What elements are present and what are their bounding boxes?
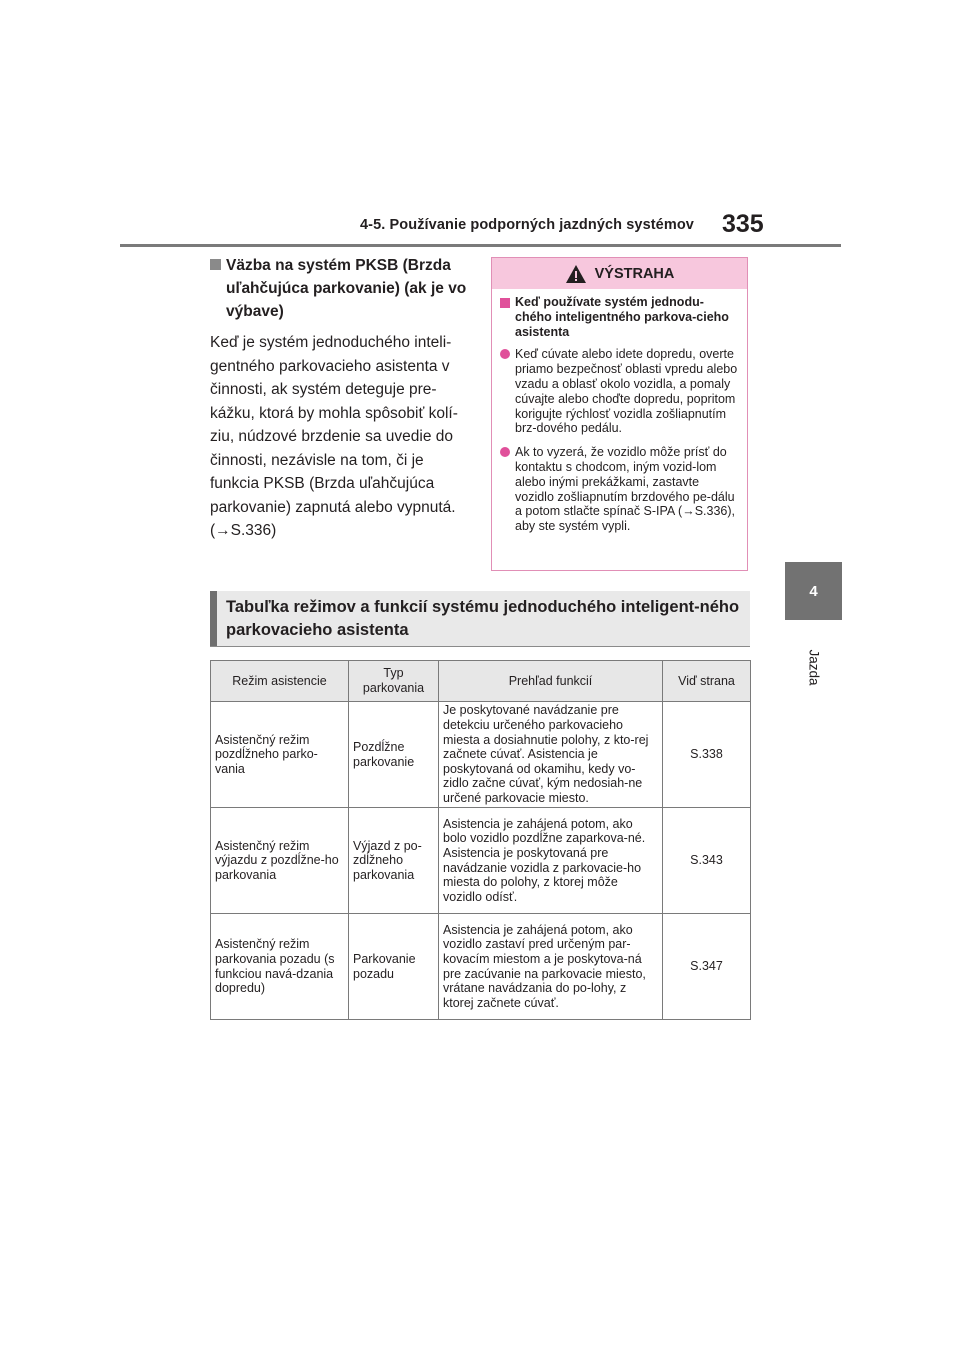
chapter-tab bbox=[785, 562, 842, 620]
pksb-subheading bbox=[210, 254, 470, 323]
warning-box bbox=[491, 257, 748, 571]
section-heading-text: Tabuľka režimov a funkcií systému jednoduchého inteligent-ného parkovacieho asistenta bbox=[226, 598, 740, 639]
chapter-label bbox=[784, 642, 844, 692]
table-row bbox=[211, 808, 751, 914]
header-divider bbox=[120, 244, 841, 247]
page-number: 335 bbox=[722, 210, 764, 238]
warning-triangle-icon bbox=[565, 264, 587, 284]
table-cell: Asistencia je zahájená potom, ako vozidlo zastaví pred určeným par-kovacím miestom a je poskytova-ná pre zacúvanie na parkovacie miesto, vrátane navádzania do po-lohy, z ktorej začnete cúvať. bbox=[439, 914, 663, 1020]
table-cell: Asistenčný režim výjazdu z pozdĺžne-ho parkovania bbox=[211, 808, 349, 914]
warning-title: VÝSTRAHA bbox=[594, 265, 675, 282]
warning-header bbox=[492, 258, 747, 289]
circle-bullet-icon bbox=[500, 349, 510, 359]
table-cell: Výjazd z po-zdĺžneho parkovania bbox=[349, 808, 439, 914]
square-bullet-icon bbox=[500, 298, 510, 308]
pksb-body-text: Keď je systém jednoduchého inteli-gentného parkovacieho asistenta v činnosti, ak systém deteguje pre-kážku, ktorá by mohla spôsobiť kolí-ziu, núdzové brzdenie sa uvedie do činnosti, nezávisle na tom, či je funkcia PKSB (Brzda uľahčujúca parkovanie) zapnutá alebo vypnutá. (→S.336) bbox=[210, 334, 458, 539]
chapter-label-text: Jazda bbox=[806, 648, 822, 686]
table-row bbox=[211, 914, 751, 1020]
table-cell: S.347 bbox=[663, 914, 751, 1020]
modes-table bbox=[210, 660, 751, 1020]
section-heading bbox=[210, 591, 750, 647]
table-cell: Parkovanie pozadu bbox=[349, 914, 439, 1020]
warning-bullet bbox=[500, 347, 739, 436]
table-header: Viď strana bbox=[663, 661, 751, 702]
table-cell: Je poskytované navádzanie pre detekciu určeného parkovacieho miesta a dosiahnutie polohy, z kto-rej začnete cúvať. Asistencia je poskytovaná od okamihu, kedy vo-zidlo začne cúvať, kým nedosiah-ne určené parkovacie miesto. bbox=[439, 702, 663, 808]
circle-bullet-icon bbox=[500, 447, 510, 457]
warning-subheading bbox=[500, 295, 739, 339]
pksb-subheading-text: Väzba na systém PKSB (Brzda uľahčujúca parkovanie) (ak je vo výbave) bbox=[226, 257, 467, 320]
warning-bullet-text: Ak to vyzerá, že vozidlo môže prísť do kontaktu s chodcom, iným vozid-lom alebo inými prekážkami, zastavte vozidlo zošliapnutím brzdového pe-dálu a potom stlačte spínač S-IPA (→S.336), aby ste systém vypli. bbox=[515, 445, 736, 534]
table-cell: S.343 bbox=[663, 808, 751, 914]
table-cell: Asistencia je zahájená potom, ako bolo vozidlo pozdĺžne zaparkova-né. Asistencia je poskytovaná pre navádzanie vozidla z parkovacie-ho miesta do polohy, z ktorej môže vozidlo odísť. bbox=[439, 808, 663, 914]
table-cell: Asistenčný režim pozdĺžneho parko-vania bbox=[211, 702, 349, 808]
warning-bullet-text: Keď cúvate alebo idete dopredu, overte priamo bezpečnosť oblasti vpredu alebo vzadu a oblasť okolo vozidla, a pomaly cúvajte alebo choďte dopredu, popritom korigujte rýchlosť vozidla zošliapnutím brz-dového pedálu. bbox=[515, 347, 738, 436]
table-header-row bbox=[211, 661, 751, 702]
table-cell: Pozdĺžne parkovanie bbox=[349, 702, 439, 808]
section-title: 4-5. Používanie podporných jazdných systémov bbox=[360, 217, 694, 233]
table-row bbox=[211, 702, 751, 808]
chapter-number: 4 bbox=[809, 582, 818, 600]
table-header: Režim asistencie bbox=[211, 661, 349, 702]
square-bullet-icon bbox=[210, 259, 221, 270]
left-column bbox=[210, 254, 470, 543]
table-cell: S.338 bbox=[663, 702, 751, 808]
table-header: Prehľad funkcií bbox=[439, 661, 663, 702]
table-header: Typ parkovania bbox=[349, 661, 439, 702]
warning-content bbox=[492, 289, 747, 534]
warning-bullet bbox=[500, 445, 739, 534]
table-cell: Asistenčný režim parkovania pozadu (s funkciou navá-dzania dopredu) bbox=[211, 914, 349, 1020]
section-heading-bar bbox=[210, 591, 217, 646]
warning-subheading-text: Keď používate systém jednodu-chého inteligentného parkova-cieho asistenta bbox=[515, 295, 729, 339]
